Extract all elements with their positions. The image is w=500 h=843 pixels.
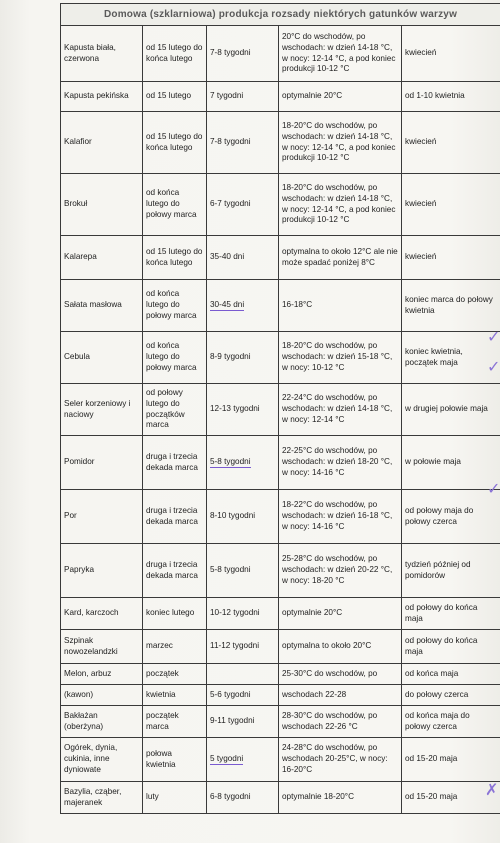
vegetable-name: Szpinak nowozelandzki xyxy=(61,630,143,664)
table-row xyxy=(61,384,500,436)
planting-time: od 15-20 maja xyxy=(402,738,500,782)
underlined-duration: 5-8 tygodni xyxy=(210,457,251,467)
planting-time: od końca maja do połowy czerca xyxy=(402,706,500,738)
temperature: 28-30°C do wschodów, po wschodach 22-26 °C xyxy=(279,706,402,738)
sowing-time: początek xyxy=(143,664,207,685)
sowing-time: od końca lutego do połowy marca xyxy=(143,280,207,332)
vegetable-name: Papryka xyxy=(61,544,143,598)
planting-time: kwiecień xyxy=(402,26,500,82)
sowing-time: marzec xyxy=(143,630,207,664)
vegetable-name: Kapusta pekińska xyxy=(61,82,143,112)
temperature: wschodach 22-28 xyxy=(279,685,402,706)
sowing-time: od 15 lutego xyxy=(143,82,207,112)
sowing-time: koniec lutego xyxy=(143,598,207,630)
table-row xyxy=(61,630,500,664)
production-duration: 8-9 tygodni xyxy=(207,332,279,384)
temperature: 24-28°C do wschodów, po wschodach 20-25°C, w nocy: 16-20°C xyxy=(279,738,402,782)
sowing-time: od końca lutego do połowy marca xyxy=(143,174,207,236)
vegetable-name: (kawon) xyxy=(61,685,143,706)
table-title: Domowa (szklarniowa) produkcja rozsady niektórych gatunków warzyw xyxy=(61,4,500,26)
sowing-time: kwietnia xyxy=(143,685,207,706)
temperature: 18-20°C do wschodów, po wschodach: w dzień 14-18 °C, w nocy: 12-14 °C, a pod koniec produkcji 10-12 °C xyxy=(279,112,402,174)
production-duration: 7-8 tygodni xyxy=(207,26,279,82)
planting-time: kwiecień xyxy=(402,236,500,280)
planting-time: w drugiej połowie maja xyxy=(402,384,500,436)
sowing-time: od 15 lutego do końca lutego xyxy=(143,112,207,174)
sowing-time: połowa kwietnia xyxy=(143,738,207,782)
production-duration xyxy=(207,280,279,332)
check-mark-icon: ✓ xyxy=(487,359,500,376)
cross-mark-icon: ✗ xyxy=(485,782,499,799)
planting-time: koniec kwietnia, początek maja xyxy=(402,332,500,384)
planting-time: od 1-10 kwietnia xyxy=(402,82,500,112)
vegetable-name: Bakłażan (oberżyna) xyxy=(61,706,143,738)
vegetable-name: Seler korzeniowy i naciowy xyxy=(61,384,143,436)
production-duration: 12-13 tygodni xyxy=(207,384,279,436)
planting-time: w połowie maja xyxy=(402,436,500,490)
vegetable-name: Brokuł xyxy=(61,174,143,236)
production-duration xyxy=(207,664,279,685)
vegetable-name: Kard, karczoch xyxy=(61,598,143,630)
temperature: 22-25°C do wschodów, po wschodach: w dzień 18-20 °C, w nocy: 14-16 °C xyxy=(279,436,402,490)
temperature: optymalna to około 12°C ale nie może spadać poniżej 8°C xyxy=(279,236,402,280)
temperature: optymalnie 20°C xyxy=(279,598,402,630)
sowing-time: od 15 lutego do końca lutego xyxy=(143,26,207,82)
temperature: optymalna to około 20°C xyxy=(279,630,402,664)
table-row xyxy=(61,436,500,490)
sowing-time: druga i trzecia dekada marca xyxy=(143,544,207,598)
table-row xyxy=(61,598,500,630)
table-row xyxy=(61,236,500,280)
table-row xyxy=(61,664,500,685)
underlined-duration: 5 tygodni xyxy=(210,754,244,764)
production-duration: 6-7 tygodni xyxy=(207,174,279,236)
temperature: 25-30°C do wschodów, po xyxy=(279,664,402,685)
production-duration: 5-6 tygodni xyxy=(207,685,279,706)
table-row xyxy=(61,706,500,738)
sowing-time: luty xyxy=(143,782,207,814)
sowing-time: druga i trzecia dekada marca xyxy=(143,490,207,544)
production-duration: 6-8 tygodni xyxy=(207,782,279,814)
planting-time: od połowy maja do połowy czerca xyxy=(402,490,500,544)
table-row xyxy=(61,490,500,544)
production-duration xyxy=(207,738,279,782)
production-duration: 5-8 tygodni xyxy=(207,544,279,598)
planting-time: od połowy do końca maja xyxy=(402,630,500,664)
vegetable-name: Por xyxy=(61,490,143,544)
production-duration: 8-10 tygodni xyxy=(207,490,279,544)
planting-time: od 15-20 maja xyxy=(402,782,500,814)
planting-time: kwiecień xyxy=(402,112,500,174)
table-row xyxy=(61,544,500,598)
vegetable-name: Pomidor xyxy=(61,436,143,490)
temperature: 22-24°C do wschodów, po wschodach: w dzień 14-18 °C, w nocy: 12-14 °C xyxy=(279,384,402,436)
table-row xyxy=(61,332,500,384)
temperature: optymalnie 18-20°C xyxy=(279,782,402,814)
vegetable-name: Melon, arbuz xyxy=(61,664,143,685)
underlined-duration: 30-45 dni xyxy=(210,300,245,310)
production-duration: 9-11 tygodni xyxy=(207,706,279,738)
production-duration: 10-12 tygodni xyxy=(207,598,279,630)
sowing-time: od 15 lutego do końca lutego xyxy=(143,236,207,280)
table-row xyxy=(61,738,500,782)
sowing-time: druga i trzecia dekada marca xyxy=(143,436,207,490)
planting-time: do połowy czerca xyxy=(402,685,500,706)
temperature: 18-20°C do wschodów, po wschodach: w dzień 15-18 °C, w nocy: 10-12 °C xyxy=(279,332,402,384)
temperature: 16-18°C xyxy=(279,280,402,332)
planting-time: koniec marca do połowy kwietnia xyxy=(402,280,500,332)
production-duration: 7-8 tygodni xyxy=(207,112,279,174)
vegetable-name: Kapusta biała, czerwona xyxy=(61,26,143,82)
temperature: 18-22°C do wschodów, po wschodach: w dzień 16-18 °C, w nocy: 14-16 °C xyxy=(279,490,402,544)
planting-time: od połowy do końca maja xyxy=(402,598,500,630)
temperature: optymalnie 20°C xyxy=(279,82,402,112)
production-duration: 7 tygodni xyxy=(207,82,279,112)
vegetable-name: Bazylia, cząber, majeranek xyxy=(61,782,143,814)
table-row xyxy=(61,112,500,174)
planting-time: od końca maja xyxy=(402,664,500,685)
sowing-time: początek marca xyxy=(143,706,207,738)
production-duration: 35-40 dni xyxy=(207,236,279,280)
table-row xyxy=(61,280,500,332)
table-row xyxy=(61,174,500,236)
temperature: 20°C do wschodów, po wschodach: w dzień 14-18 °C, w nocy: 12-14 °C, a pod koniec produkcji 10-12 °C xyxy=(279,26,402,82)
vegetable-name: Cebula xyxy=(61,332,143,384)
seedling-table xyxy=(60,3,500,814)
vegetable-name: Sałata masłowa xyxy=(61,280,143,332)
table-row xyxy=(61,82,500,112)
table-row xyxy=(61,26,500,82)
sowing-time: od końca lutego do połowy marca xyxy=(143,332,207,384)
vegetable-name: Kalarepa xyxy=(61,236,143,280)
check-mark-icon: ✓ xyxy=(487,481,500,498)
production-duration xyxy=(207,436,279,490)
vegetable-name: Ogórek, dynia, cukinia, inne dyniowate xyxy=(61,738,143,782)
production-duration: 11-12 tygodni xyxy=(207,630,279,664)
temperature: 25-28°C do wschodów, po wschodach: w dzień 20-22 °C, w nocy: 18-20 °C xyxy=(279,544,402,598)
table-row xyxy=(61,782,500,814)
vegetable-name: Kalafior xyxy=(61,112,143,174)
planting-time: kwiecień xyxy=(402,174,500,236)
sowing-time: od połowy lutego do początków marca xyxy=(143,384,207,436)
planting-time: tydzień później od pomidorów xyxy=(402,544,500,598)
table-row xyxy=(61,685,500,706)
temperature: 18-20°C do wschodów, po wschodach: w dzień 14-18 °C, w nocy: 12-14 °C, a pod koniec produkcji 10-12 °C xyxy=(279,174,402,236)
check-mark-icon: ✓ xyxy=(487,329,500,346)
